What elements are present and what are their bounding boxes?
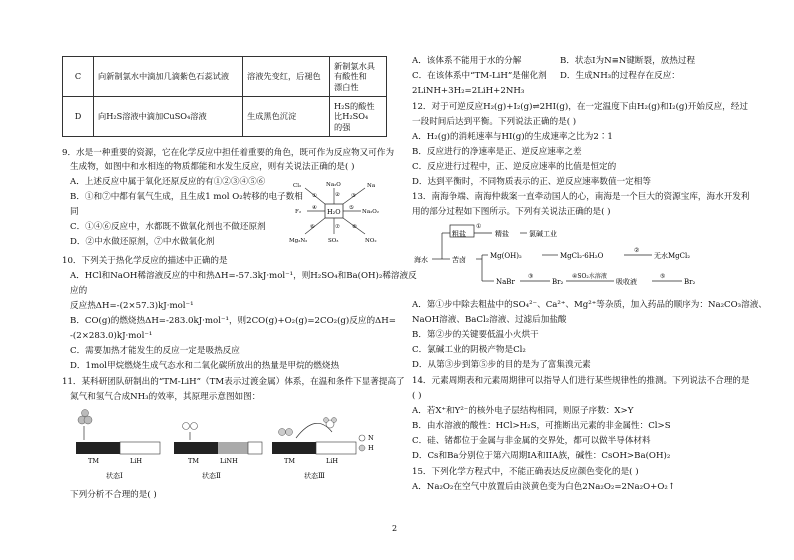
flow-mgcl2-hydrate: MgCl₂·6H₂O [560,252,604,260]
q11-question: 下列分析不合理的是( ) [70,490,157,500]
lih-block [248,442,262,454]
q11-option-b: B．状态Ⅰ为N≡N键断裂，放热过程 [560,56,696,66]
q10-option-a: A．HCl和NaOH稀溶液反应的中和热ΔH=-57.3kJ·mol⁻¹，则H₂SO₄和Ba(OH)₂稀溶液反 [70,271,417,281]
q9-option-b-cont: 同 [70,207,79,217]
q10-option-a-cont: 应的 [70,286,88,296]
page-number: 2 [392,524,398,533]
lih-label: LiH [130,457,143,465]
step-1: ① [476,223,482,230]
h-atom [332,418,337,423]
tm-label: TM [188,457,199,465]
flow-brine: 苦卤 [452,256,466,264]
q10-stem: 10．下列关于热化学反应的描述中正确的是 [62,256,228,266]
tm-block [76,442,120,454]
conclusion-line: 的强 [334,121,351,132]
q14-option-c: C．硅、锗都位于金属与非金属的交界处，都可以做半导体材料 [412,436,651,446]
q11-option-a: A．该体系不能用于水的分解 [412,56,522,66]
step-num: ④ [312,205,317,211]
q12-stem-cont: 一段时间后达到平衡。下列说法正确的是( ) [412,117,577,127]
legend-n-label: N [368,434,374,442]
flow-refined-salt: 精盐 [495,230,509,238]
q12-option-d: D．达到平衡时，不同物质表示的正、逆反应速率数值一定相等 [412,177,651,187]
row-operation: 向H₂S溶液中滴加CuSO₄溶液 [94,97,243,137]
conclusion-line: 新制氯水具有酸性和 [334,61,375,82]
flow-absorbent: 吸收液 [616,278,637,286]
state-2-label: 状态Ⅱ [202,472,221,480]
node-f2: F₂ [295,209,302,215]
conclusion-line: H₂S的酸性比H₂SO₄ [334,101,375,122]
row-conclusion [330,97,387,137]
tm-block [272,442,316,454]
q13-option-c: C．氯碱工业的阴极产物是Cl₂ [412,345,526,355]
linh-block [218,442,248,454]
options-table [62,56,387,137]
flow-nabr: NaBr [496,278,515,286]
tm-lih-figure [68,408,388,488]
step-num: ⑧ [352,224,357,230]
q12-option-a: A．H₂(g)的消耗速率与HI(g)的生成速率之比为2∶1 [412,132,613,142]
node-cl2: Cl₂ [293,183,302,189]
lih-block [316,442,356,454]
q10-option-c: C．需要加热才能发生的反应一定是吸热反应 [70,346,240,356]
q12-option-b: B．反应进行的净速率是正、逆反应速率之差 [412,147,582,157]
flow-lines [432,225,682,281]
q13-option-b: B．第②步的关键要低温小火烘干 [412,330,539,340]
q14-option-b: B．由水溶液的酸性：HCl>H₂S，可推断出元素的非金属性：Cl>S [412,421,671,431]
q13-stem-cont: 用的部分过程如下图所示。下列有关说法正确的是( ) [412,207,611,217]
q15-stem: 15．下列化学方程式中，不能正确表达反应颜色变化的是( ) [412,467,639,477]
q14-option-d: D．Cs和Ba分别位于第六周期IA和IIA族，碱性：CsOH>Ba(OH)₂ [412,451,671,461]
h-atom [286,429,293,436]
row-letter: D [63,97,94,137]
h-atom [279,429,286,436]
q9-option-a: A．上述反应中属于氧化还原反应的有①②③④⑤⑥ [70,177,266,187]
q9-option-b: B．①和⑦中都有氧气生成，且生成1 mol O₂转移的电子数相 [70,192,303,202]
row-operation: 向新制氯水中滴加几滴紫色石蕊试液 [94,57,243,97]
flow-br2: Br₂ [552,278,564,286]
flow-crude-salt: 粗盐 [452,230,466,238]
state-1-label: 状态Ⅰ [106,472,123,480]
table-row [63,57,387,97]
row-letter: C [63,57,94,97]
seawater-flow-diagram [412,222,742,294]
legend-h [359,445,365,451]
q9-option-d: D．②中水做还原剂，⑦中水做氧化剂 [70,237,215,247]
table-row [63,97,387,137]
state-3-label: 状态Ⅲ [304,472,325,480]
node-no2: NO₂ [365,238,377,244]
q10-option-b-cont: -(2×283.0)kJ·mol⁻¹ [70,331,153,341]
step-4: ④SO₂水溶液 [572,273,607,280]
legend-n [359,435,365,441]
q14-stem-cont: ( ) [412,391,422,401]
q11-stem-cont: 氮气和氢气合成NH₃的效率，其原理示意图如图： [70,392,261,402]
q10-option-b: B．CO(g)的燃烧热ΔH=-283.0kJ·mol⁻¹，则2CO(g)+O₂(g)=2CO₂(g)反应的ΔH= [70,316,396,326]
step-num: ② [335,192,340,198]
node-na: Na [367,183,376,189]
q12-stem: 12．对于可逆反应H₂(g)+I₂(g)⇌2HI(g)，在一定温度下由H₂(g)和I₂(g)开始反应，经过 [412,102,748,112]
q9-line: 生成物，如图中和水相连的物质都能和水发生反应，则有关说法正确的是( ) [70,162,355,172]
conclusion-line: 漂白性 [334,81,359,92]
center-label: H₂O [327,208,341,216]
q11-option-c: C．在该体系中“TM-LiH”是催化剂 [412,71,547,81]
row-phenomenon: 溶液先变红，后褪色 [243,57,330,97]
flow-anhydrous-mgcl2: 无水MgCl₂ [654,252,691,260]
step-num: ⑤ [349,205,354,211]
h-atom [84,416,92,424]
flow-seawater: 海水 [414,256,428,264]
flow-mgoh2: Mg(OH)₂ [490,252,522,260]
step-5: ⑤ [660,273,666,280]
q10-option-d: D．1mol甲烷燃烧生成气态水和二氧化碳所放出的热量是甲烷的燃烧热 [70,361,340,371]
step-3: ③ [528,273,534,280]
water-reaction-diagram [285,178,385,246]
q14-option-a: A．若X⁺和Y²⁻的核外电子层结构相同，则原子序数：X>Y [412,406,634,416]
node-na2o2: Na₂O₂ [362,209,380,215]
tm-label: TM [88,457,99,465]
q13-option-a: A．第①步中除去粗盐中的SO₄²⁻、Ca²⁺、Mg²⁺等杂质，加入药品的顺序为：Na₂CO₃溶液、 [412,300,767,310]
q12-option-c: C．反应进行过程中，正、逆反应速率的比值是恒定的 [412,162,617,172]
q9-line: 9．水是一种重要的资源，它在化学反应中担任着重要的角色，既可作为反应物又可作为 [62,148,395,158]
node-na2o: Na₂O [326,182,341,188]
row-phenomenon: 生成黑色沉淀 [243,97,330,137]
node-so3: SO₃ [328,238,339,244]
step-num: ⑦ [335,224,340,230]
h-atom [324,418,329,423]
h-atom [82,410,89,417]
n-atom [183,423,190,430]
lih-label: LiH [326,457,339,465]
tm-block [174,442,218,454]
step-2: ② [634,247,640,254]
step-num: ① [312,193,317,199]
q13-stem: 13．南海争端、南海仲裁案一直牵动国人的心，南海是一个巨大的资源宝库，海水开发利 [412,192,750,202]
node-mg3n2: Mg₃N₂ [289,238,308,244]
n-atom [191,423,198,430]
step-num: ③ [351,193,356,199]
q13-option-d: D．从第③步到第⑤步的目的是为了富集溴元素 [412,360,591,370]
linh-label: LiNH [220,457,238,465]
q9-option-c: C．①④⑥反应中，水都既不做氧化剂也不做还原剂 [70,222,266,232]
q13-option-a-cont: NaOH溶液、BaCl₂溶液、过滤后加盐酸 [412,315,567,325]
step-num: ⑥ [310,224,315,230]
tm-label: TM [284,457,295,465]
q15-option-a: A．Na₂O₂在空气中放置后由淡黄色变为白色2Na₂O₂=2Na₂O+O₂↑ [412,482,676,492]
q10-option-a-cont: 反应热ΔH=-(2×57.3)kJ·mol⁻¹ [70,301,194,311]
lih-block [120,442,160,454]
equation: 2LiNH+3H₂=2LiH+2NH₃ [412,86,525,96]
q11-option-d: D．生成NH₃的过程存在反应： [560,71,680,81]
q14-stem: 14．元素周期表和元素周期律可以指导人们进行某些规律性的推测。下列说法不合理的是 [412,376,750,386]
legend-h-label: H [368,444,374,452]
flow-chlor-alkali: 氯碱工业 [529,230,557,238]
q11-stem: 11．某科研团队研制出的“TM-LiH”（TM表示过渡金属）体系，在温和条件下显著提高了 [62,377,405,387]
row-conclusion [330,57,387,97]
flow-br2-final: Br₂ [684,278,696,286]
